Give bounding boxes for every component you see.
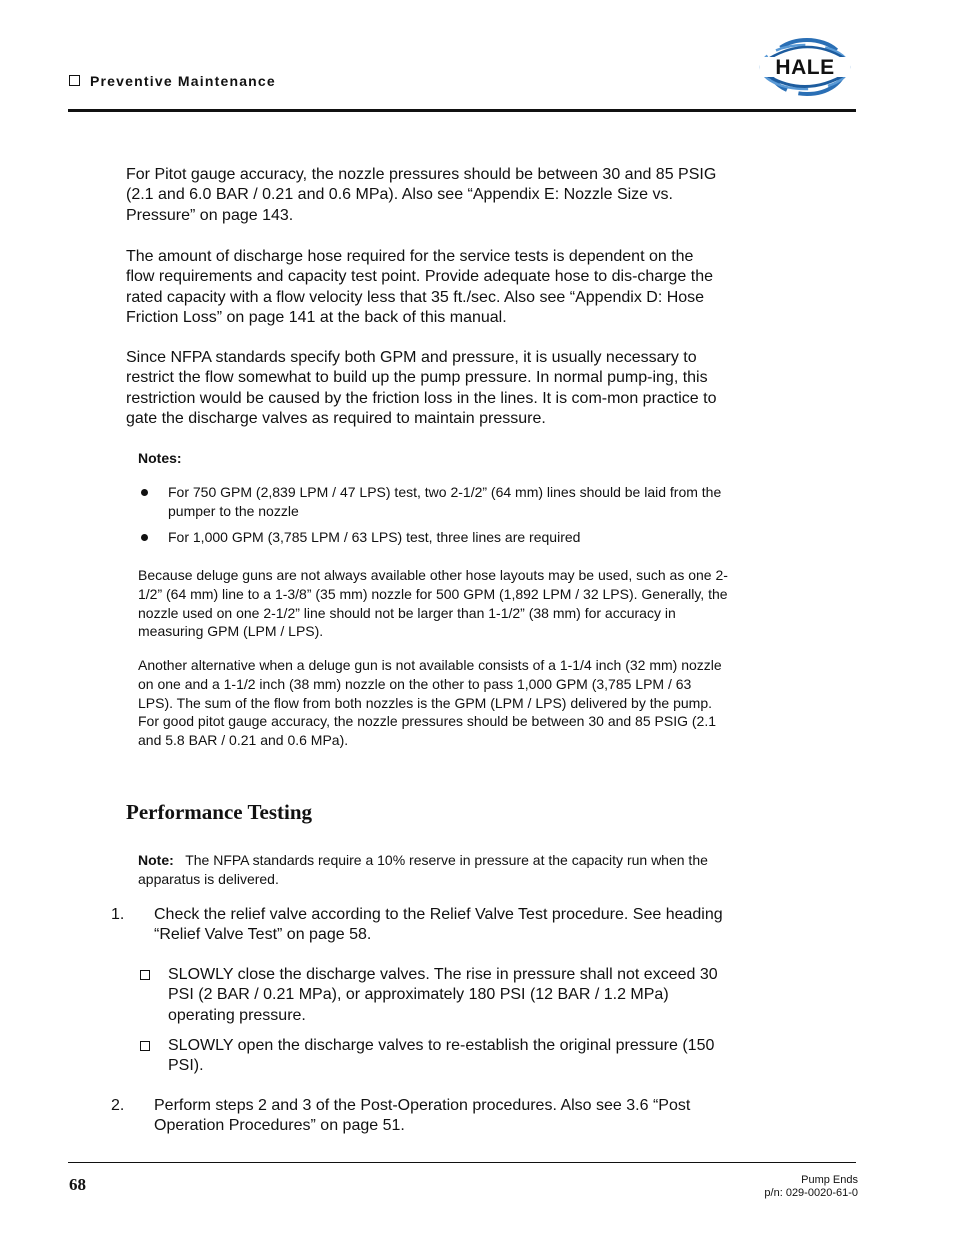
hale-logo bbox=[756, 36, 854, 98]
checkbox-icon bbox=[140, 970, 150, 980]
note-label: Note: bbox=[138, 852, 174, 868]
section-header bbox=[69, 73, 276, 89]
paragraph-hose-required: The amount of discharge hose required for the service tests is dependent on the flow requirements and capacity test point. Provide adequate hose to dis-charge the rated capacity with a flow velocity less that 35 ft./sec. Also see “Appendix D: Hose Friction Loss” on page 141 at the back of this manual. bbox=[126, 248, 714, 326]
note-paragraph-alternative: Another alternative when a deluge gun is not available consists of a 1-1/4 inch (32 mm) nozzle on one and a 1-1/2 inch (38 mm) nozzle on the other to pass 1,000 GPM (3,785 LPM / 63 LPS). The sum of the flow from both nozzles is the GPM (LPM / LPS) delivered by the pump. For good pitot gauge accuracy, the nozzle pressures should be between 30 and 85 PSIG (2.1 and 5.8 BAR / 0.21 and 0.6 MPa). bbox=[138, 657, 722, 749]
step-number: 2. bbox=[111, 1097, 125, 1114]
section-heading-performance-testing: Performance Testing bbox=[126, 800, 313, 824]
note-bullet: For 750 GPM (2,839 LPM / 47 LPS) test, two 2-1/2” (64 mm) lines should be laid from the pumper to the nozzle bbox=[168, 484, 722, 519]
checkbox-icon bbox=[69, 75, 80, 86]
paragraph-pitot-accuracy: For Pitot gauge accuracy, the nozzle pressures should be between 30 and 85 PSIG (2.1 and 6.0 BAR / 0.21 and 0.6 MPa). Also see “Appendix E: Nozzle Size vs. Pressure” on page 143. bbox=[126, 166, 717, 224]
substep-text: SLOWLY open the discharge valves to re-establish the original pressure (150 PSI). bbox=[168, 1037, 715, 1075]
page-number: 68 bbox=[69, 1175, 86, 1194]
step-text: Check the relief valve according to the Relief Valve Test procedure. See heading “Relief Valve Test” on page 58. bbox=[154, 906, 723, 944]
header-rule bbox=[68, 109, 856, 112]
footer-part-number: p/n: 029-0020-61-0 bbox=[764, 1187, 858, 1199]
logo-text: HALE bbox=[775, 56, 835, 79]
footer-doc-info bbox=[764, 1174, 858, 1200]
bullet-icon bbox=[141, 534, 148, 541]
footer-doc-title: Pump Ends bbox=[801, 1174, 858, 1186]
notes-heading: Notes: bbox=[138, 450, 182, 466]
substep-text: SLOWLY close the discharge valves. The rise in pressure shall not exceed 30 PSI (2 BAR / 0.21 MPa), or approximately 180 PSI (12 BAR / 1.2 MPa) operating pressure. bbox=[168, 966, 718, 1024]
note-bullet: For 1,000 GPM (3,785 LPM / 63 LPS) test, three lines are required bbox=[168, 529, 581, 545]
paragraph-nfpa-standards: Since NFPA standards specify both GPM and pressure, it is usually necessary to restrict the flow somewhat to build up the pump pressure. In normal pump-ing, this restriction would be caused by the friction loss in the lines. It is com-mon practice to gate the discharge valves as required to maintain pressure. bbox=[126, 349, 717, 427]
note-text: The NFPA standards require a 10% reserve in pressure at the capacity run when the apparatus is delivered. bbox=[138, 852, 708, 887]
step-number: 1. bbox=[111, 906, 125, 923]
section-title: Preventive Maintenance bbox=[90, 73, 276, 89]
bullet-icon bbox=[141, 489, 148, 496]
footer-rule bbox=[68, 1162, 856, 1163]
performance-note bbox=[138, 851, 728, 889]
step-text: Perform steps 2 and 3 of the Post-Operation procedures. Also see 3.6 “Post Operation Procedures” on page 51. bbox=[154, 1097, 691, 1135]
note-paragraph-hose-layouts: Because deluge guns are not always available other hose layouts may be used, such as one 2-1/2” (64 mm) line to a 1-3/8” (35 mm) nozzle for 500 GPM (1,892 LPM / 32 LPS). Generally, the nozzle used on one 2-1/2” line should not be larger than 1-1/2” (38 mm) for accuracy in measuring GPM (LPM / LPS). bbox=[138, 567, 728, 640]
checkbox-icon bbox=[140, 1041, 150, 1051]
